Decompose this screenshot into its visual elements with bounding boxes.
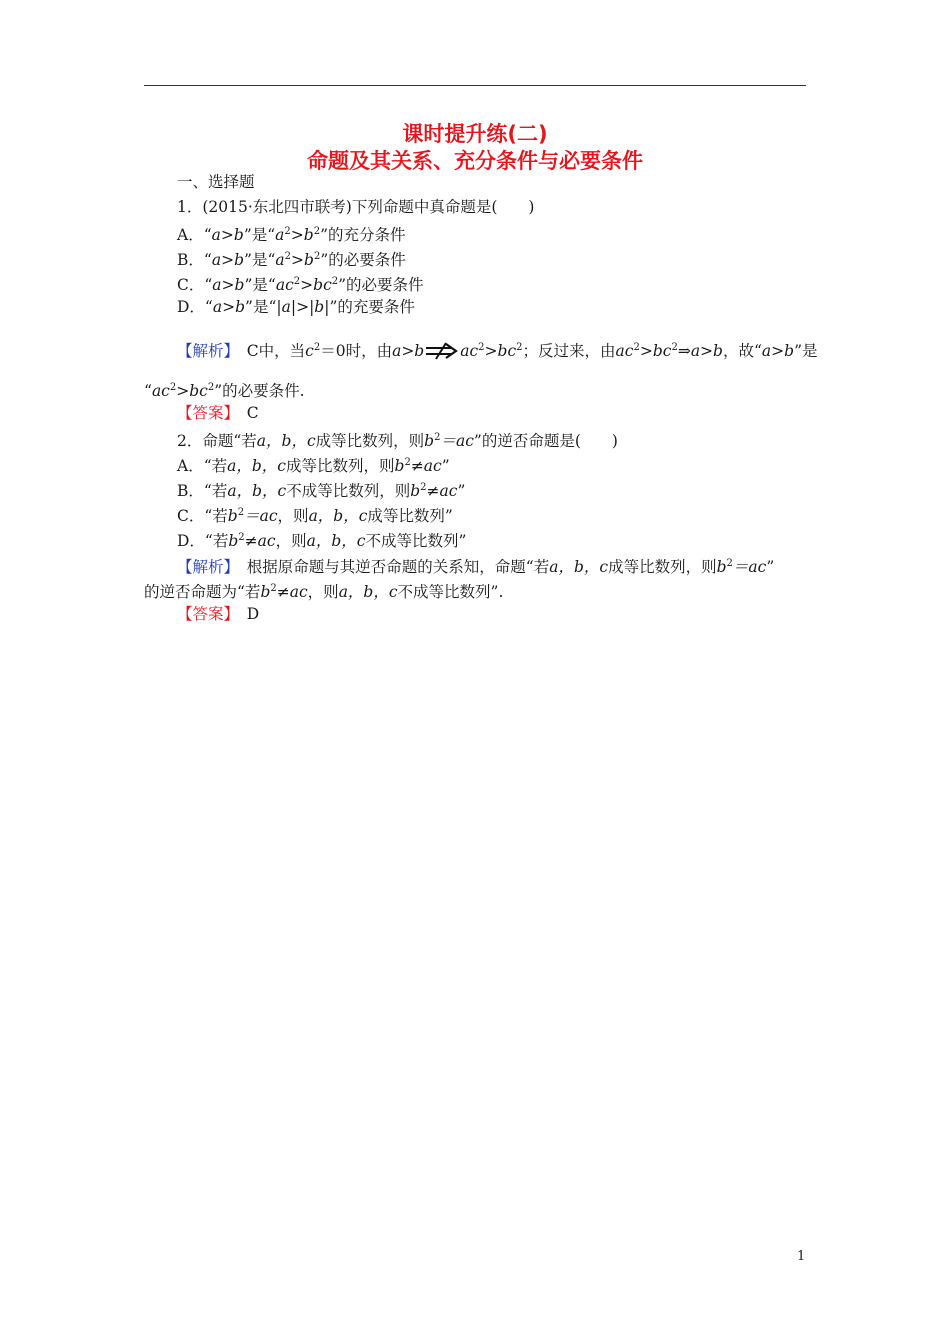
var: b [227,507,238,525]
text: ”是“ [245,298,277,316]
var: ≠ac [426,482,458,500]
text: > [220,226,234,244]
text: 成等比数列，则 [315,432,425,450]
var: b [228,532,239,550]
sup: 2 [420,482,427,493]
open-quote: “ [144,382,152,400]
var: a>b [392,342,425,360]
q1-option-c [177,271,424,296]
var: a>b [690,342,723,360]
var: ac [460,342,479,360]
text: > [221,251,235,269]
text: > [290,226,304,244]
var: ac [275,276,294,294]
text: 成等比数列，则 [285,457,395,475]
answer-value: D [231,605,260,623]
var: a [275,251,285,269]
sup: 2 [237,507,245,518]
abs-expr: |a|>|b| [276,298,330,316]
var: ≠ac [244,532,276,550]
var: b [235,298,246,316]
var: a，b，c [306,532,366,550]
sup: 2 [671,342,678,353]
text: C．“若 [177,507,228,525]
q1-option-b [177,246,406,271]
sup: 2 [313,342,321,353]
text: ”的充分条件 [320,226,406,244]
text: > [222,298,236,316]
sup: 2 [284,251,291,262]
answer-tag: 【答案】 [177,404,232,422]
text: B．“若 [177,482,228,500]
text: B．“ [177,251,212,269]
text: ，则 [307,583,339,601]
text: D．“ [177,298,213,316]
text: C中，当 [231,342,306,360]
sup: 2 [284,226,291,237]
sup: 2 [270,583,277,594]
text: ” [457,482,466,500]
text: ，故“ [722,342,762,360]
sup: 2 [633,342,640,353]
text: > [300,276,314,294]
text: ”的必要条件. [214,382,305,400]
text: A．“ [177,226,212,244]
not-implies-arrow-icon [424,342,460,360]
sup: 2 [313,251,321,262]
text: ”是 [794,342,818,360]
sup: 2 [169,382,177,393]
text: ”的逆否命题是( ) [473,432,618,450]
q1-answer [177,402,259,424]
var: a [212,298,223,316]
text: C．“ [177,276,213,294]
q2-option-c [177,502,453,527]
q1-option-d [177,296,415,318]
page-number: 1 [797,1249,806,1264]
text: 不成等比数列”. [397,583,504,601]
var: ≠ac [276,583,308,601]
var: ＝ac [440,432,474,450]
var: a，b，c [338,583,398,601]
text: ”的必要条件 [320,251,406,269]
text: ，则 [277,507,309,525]
analysis-tag: 【解析】 [177,342,232,360]
header-rule [144,85,806,86]
q2-option-a [177,452,450,477]
var: a，b，c [227,457,286,475]
page-title: 课时提升练(二) [402,122,548,146]
text: 的逆否命题为“若 [144,583,261,601]
sup: 2 [726,558,733,569]
var: a，b，c [256,432,316,450]
analysis-tag: 【解析】 [177,558,232,576]
var: ac [615,342,634,360]
text: ”是“ [244,251,276,269]
text: ，则 [275,532,307,550]
q2-analysis-line2 [144,578,503,603]
text: A．“若 [177,457,228,475]
text: 2．命题“若 [177,432,257,450]
text: 根据原命题与其逆否命题的关系知，命题“若 [231,558,550,576]
var: a [211,251,222,269]
var: ≠ac [410,457,442,475]
var: b [716,558,727,576]
sup: 2 [313,226,321,237]
text: D．“若 [177,532,229,550]
sup: 2 [404,457,411,468]
text: ；反过来，由 [522,342,616,360]
sup: 2 [478,342,485,353]
text: ＝0时，由 [320,342,393,360]
text: 成等比数列” [367,507,453,525]
var: bc [652,342,672,360]
var: b [233,226,244,244]
var: bc [497,342,517,360]
sup: 2 [238,532,245,543]
var: c [305,342,314,360]
var: b [260,583,271,601]
text: ⇒ [677,342,691,360]
section-heading: 一、选择题 [177,173,255,191]
text: 不成等比数列” [365,532,467,550]
var: b [410,482,421,500]
var: b [424,432,435,450]
var: a [275,226,285,244]
var: b [234,276,245,294]
text: 不成等比数列，则 [286,482,411,500]
var: b [234,251,245,269]
var: b [303,226,314,244]
sup: 2 [516,342,523,353]
text: 成等比数列，则 [608,558,717,576]
q1-analysis-line2 [144,377,305,402]
text: ” [441,457,450,475]
text: ” [766,558,775,576]
sup: 2 [434,432,441,443]
text: > [176,382,190,400]
text: > [291,251,304,269]
var: a，b，c [308,507,368,525]
text: ”的必要条件 [338,276,424,294]
text: ”是“ [243,226,276,244]
sup: 2 [331,276,339,287]
var: a，b，c [227,482,287,500]
answer-value: C [231,404,259,422]
q2-analysis-line1 [177,553,774,578]
text: ”是“ [244,276,276,294]
var: ac [151,382,170,400]
var: a [212,276,222,294]
q2-answer [177,603,259,625]
var: bc [313,276,332,294]
q1-option-a [177,221,406,246]
q1-analysis-line1 [177,337,818,362]
var: ＝ac [732,558,767,576]
sup: 2 [293,276,301,287]
page-subtitle: 命题及其关系、充分条件与必要条件 [307,149,643,173]
var: b [304,251,314,269]
text: ”的充要条件 [329,298,415,316]
var: a [211,226,221,244]
text: > [639,342,653,360]
var: a>b [761,342,795,360]
var: b [394,457,405,475]
var: a，b，c [549,558,609,576]
var: ＝ac [244,507,278,525]
text: > [221,276,235,294]
text: > [484,342,498,360]
q2-stem [177,427,618,452]
sup: 2 [207,382,215,393]
q2-option-b [177,477,465,502]
answer-tag: 【答案】 [177,605,232,623]
var: bc [189,382,208,400]
q1-stem: 1．(2015·东北四市联考)下列命题中真命题是( ) [177,198,535,216]
q2-option-d [177,527,466,552]
